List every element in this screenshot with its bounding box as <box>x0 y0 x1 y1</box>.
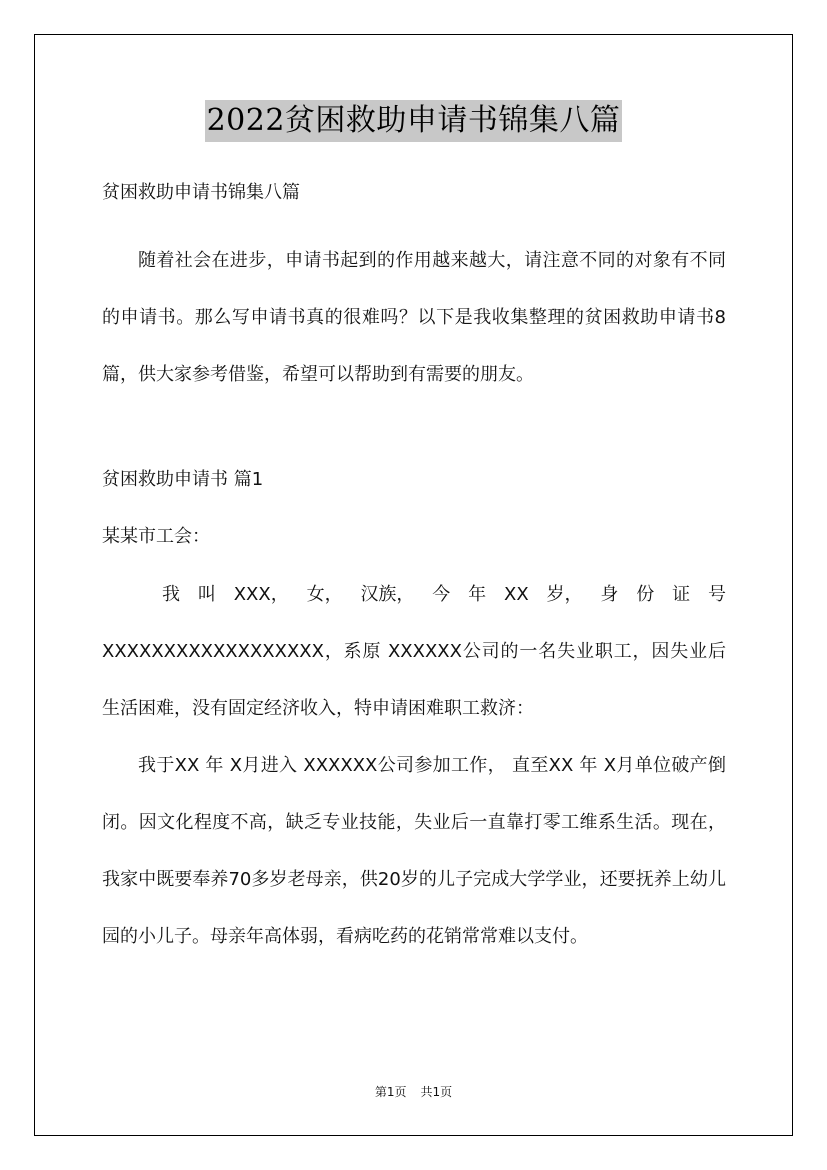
para1-token: 我 <box>162 584 180 605</box>
para1-token: 叫 <box>197 584 216 605</box>
section1-heading: 贫困救助申请书 篇1 <box>102 469 264 490</box>
para1-token: 汉族， <box>360 584 415 605</box>
intro-heading: 贫困救助申请书锦集八篇 <box>102 182 300 203</box>
para1-token: XX <box>504 584 529 605</box>
para1-token: 女， <box>306 584 343 605</box>
salutation: 某某市工会： <box>102 526 210 547</box>
page-total: 共1页 <box>420 1085 453 1099</box>
para1-token: 号 <box>707 584 726 605</box>
document-body <box>102 178 726 965</box>
para1-token: 今 <box>432 584 451 605</box>
para1-first-line <box>102 566 726 623</box>
page-number: 第1页 <box>374 1085 407 1099</box>
para1-token: 份 <box>636 584 655 605</box>
section-gap <box>102 403 726 465</box>
title-container <box>0 100 827 142</box>
para1-token: 岁， <box>546 584 583 605</box>
para2: 我于XX 年 X月进入 XXXXXX公司参加工作， 直至XX 年 X月单位破产倒闭。因文化程度不高，缺乏专业技能，失业后一直靠打零工维系生活。现在，我家中既要奉养70多岁老母亲，供20岁的儿子完成大学学业，还要抚养上幼儿园的小儿子。母亲年高体弱，看病吃药的花销常常难以支付。 <box>102 755 726 947</box>
para1-token: XXX， <box>233 584 289 605</box>
page-footer <box>0 1083 827 1100</box>
para1-rest: XXXXXXXXXXXXXXXXXX，系原 XXXXXX公司的一名失业职工，因失业后生活困难，没有固定经济收入，特申请困难职工救济： <box>102 641 726 719</box>
intro-paragraph: 随着社会在进步，申请书起到的作用越来越大，请注意不同的对象有不同的申请书。那么写申请书真的很难吗？以下是我收集整理的贫困救助申请书8篇，供大家参考借鉴，希望可以帮助到有需要的朋友。 <box>102 250 726 385</box>
para1-token: 身 <box>600 584 619 605</box>
document-title: 2022贫困救助申请书锦集八篇 <box>205 100 623 142</box>
para1-token: 证 <box>672 584 691 605</box>
para1-token: 年 <box>468 584 487 605</box>
